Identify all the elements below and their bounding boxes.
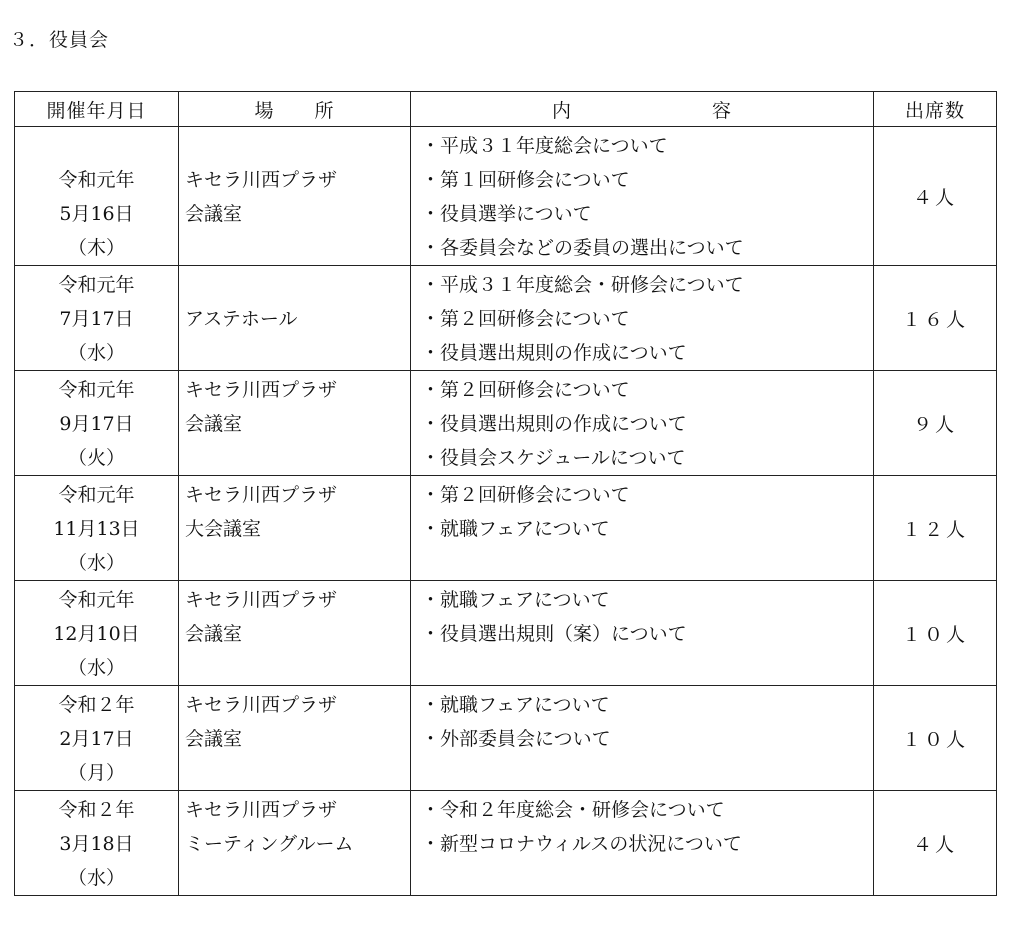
attendance-cell: １０人 [874, 581, 997, 686]
header-place: 場 所 [179, 92, 411, 127]
place-cell [179, 127, 411, 266]
place-cell-line: キセラ川西プラザ [185, 694, 338, 716]
place-cell-line: キセラ川西プラザ [185, 589, 338, 611]
date-cell-line: 令和元年 [58, 379, 135, 401]
attendance-cell: ９人 [874, 371, 997, 476]
table-row [15, 791, 997, 896]
content-cell-line: ・役員選出規則の作成について [421, 342, 687, 364]
date-cell [15, 686, 179, 791]
content-cell-line: ・役員会スケジュールについて [421, 447, 686, 469]
table-row [15, 686, 997, 791]
place-cell-line: 会議室 [185, 728, 243, 750]
date-cell-line: 令和２年 [58, 694, 135, 716]
date-cell [15, 127, 179, 266]
header-attendance: 出席数 [874, 92, 997, 127]
content-cell [411, 127, 874, 266]
content-cell-line: ・役員選出規則（案）について [421, 623, 687, 645]
date-cell-line: 11月13日 [53, 518, 140, 540]
content-cell-line: ・各委員会などの委員の選出について [421, 237, 744, 259]
date-cell-line: 5月16日 [59, 203, 134, 225]
date-cell-line: 12月10日 [53, 623, 140, 645]
meetings-table [14, 91, 997, 896]
place-cell-line: キセラ川西プラザ [185, 484, 338, 506]
date-cell-line: 9月17日 [59, 413, 134, 435]
header-content: 内 容 [411, 92, 874, 127]
place-cell-line: キセラ川西プラザ [185, 379, 338, 401]
content-cell-line: ・平成３１年度総会・研修会について [421, 274, 744, 296]
content-cell-line: ・役員選出規則の作成について [421, 413, 687, 435]
table-row [15, 266, 997, 371]
date-cell-line: 令和元年 [58, 484, 135, 506]
attendance-cell: １６人 [874, 266, 997, 371]
content-cell-line: ・令和２年度総会・研修会について [421, 799, 725, 821]
content-cell-line: ・新型コロナウィルスの状況について [421, 833, 742, 855]
date-cell [15, 266, 179, 371]
place-cell [179, 266, 411, 371]
date-cell [15, 791, 179, 896]
date-cell [15, 476, 179, 581]
content-cell-line: ・第２回研修会について [421, 379, 630, 401]
date-cell-line: 令和２年 [58, 799, 135, 821]
attendance-cell: ４人 [874, 791, 997, 896]
content-cell-line: ・平成３１年度総会について [421, 135, 668, 157]
date-cell-line: 令和元年 [58, 169, 135, 191]
date-cell-line: 令和元年 [58, 274, 135, 296]
place-cell-line: ミーティングルーム [185, 833, 354, 855]
date-cell-line: （水） [67, 552, 125, 574]
attendance-cell: １０人 [874, 686, 997, 791]
place-cell-line: アステホール [185, 308, 298, 330]
date-cell-line: （水） [67, 342, 125, 364]
content-cell-line: ・第２回研修会について [421, 484, 630, 506]
date-cell-line: （月） [67, 762, 125, 784]
date-cell-line: （木） [67, 237, 125, 259]
content-cell [411, 371, 874, 476]
attendance-cell: １２人 [874, 476, 997, 581]
section-title: ３．役員会 [9, 29, 110, 51]
place-cell [179, 476, 411, 581]
table-row [15, 371, 997, 476]
content-cell-line: ・外部委員会について [421, 728, 611, 750]
date-cell-line: 7月17日 [59, 308, 134, 330]
content-cell-line: ・就職フェアについて [421, 518, 610, 540]
date-cell-line: 令和元年 [58, 589, 135, 611]
place-cell-line: キセラ川西プラザ [185, 799, 338, 821]
place-cell-line: 会議室 [185, 623, 243, 645]
place-cell [179, 791, 411, 896]
place-cell [179, 371, 411, 476]
content-cell [411, 791, 874, 896]
date-cell-line: 2月17日 [59, 728, 134, 750]
place-cell [179, 686, 411, 791]
place-cell [179, 581, 411, 686]
attendance-cell: ４人 [874, 127, 997, 266]
header-date: 開催年月日 [15, 92, 179, 127]
table-row [15, 127, 997, 266]
content-cell [411, 476, 874, 581]
content-cell [411, 266, 874, 371]
content-cell-line: ・役員選挙について [421, 203, 592, 225]
table-header-row [15, 92, 997, 127]
date-cell [15, 581, 179, 686]
table-row [15, 476, 997, 581]
date-cell-line: （火） [67, 447, 125, 469]
date-cell [15, 371, 179, 476]
date-cell-line: （水） [67, 867, 125, 889]
place-cell-line [179, 268, 410, 302]
content-cell [411, 686, 874, 791]
place-cell-line: キセラ川西プラザ [185, 169, 338, 191]
content-cell-line: ・就職フェアについて [421, 694, 610, 716]
content-cell-line: ・就職フェアについて [421, 589, 610, 611]
date-cell-line: 3月18日 [59, 833, 134, 855]
place-cell-line: 大会議室 [185, 518, 262, 540]
place-cell-line: 会議室 [185, 203, 243, 225]
date-cell-line: （水） [67, 657, 125, 679]
place-cell-line: 会議室 [185, 413, 243, 435]
content-cell [411, 581, 874, 686]
content-cell-line: ・第２回研修会について [421, 308, 630, 330]
content-cell-line: ・第１回研修会について [421, 169, 630, 191]
table-row [15, 581, 997, 686]
